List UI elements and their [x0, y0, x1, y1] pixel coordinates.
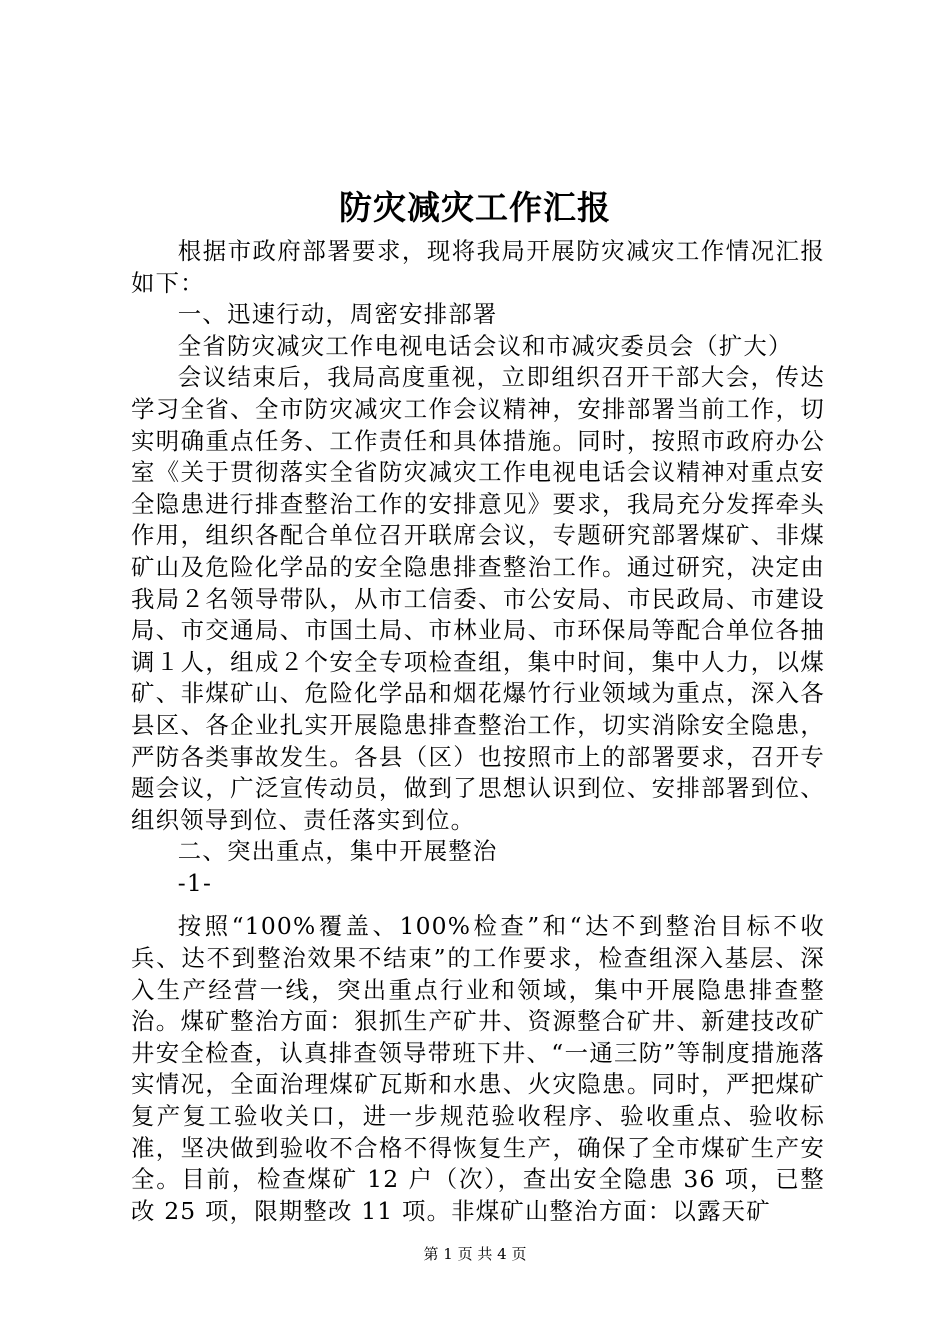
body-paragraph-2: 按照“100%覆盖、100%检查”和“达不到整治目标不收兵、达不到整治效果不结束”的工作要求，检查组深入基层、深入生产经营一线，突出重点行业和领域，集中开展隐患排查整治。煤矿整治方面：狠抓生产矿井、资源整合矿井、新建技改矿井安全检查，认真排查领导带班下井、“一通三防”等制度措施落实情况，全面治理煤矿瓦斯和水患、火灾隐患。同时，严把煤矿复产复工验收关口，进一步规范验收程序、验收重点、验收标准，坚决做到验收不合格不得恢复生产，确保了全市煤矿生产安全。目前，检查煤矿 12 户（次），查出安全隐患 36 项，已整改 25 项，限期整改 11 项。非煤矿山整治方面：以露天矿 [131, 912, 825, 1225]
section-heading-2: 二、突出重点，集中开展整治 [177, 837, 498, 866]
page-footer: 第 1 页 共 4 页 [423, 1245, 527, 1263]
body-paragraph-1: 会议结束后，我局高度重视，立即组织召开干部大会，传达学习全省、全市防灾减灾工作会议精神，安排部署当前工作，切实明确重点任务、工作责任和具体措施。同时，按照市政府办公室《关于贯彻落实全省防灾减灾工作电视电话会议精神对重点安全隐患进行排查整治工作的安排意见》要求，我局充分发挥牵头作用，组织各配合单位召开联席会议，专题研究部署煤矿、非煤矿山及危险化学品的安全隐患排查整治工作。通过研究，决定由我局２名领导带队，从市工信委、市公安局、市民政局、市建设局、市交通局、市国土局、市林业局、市环保局等配合单位各抽调１人，组成２个安全专项检查组，集中时间，集中人力，以煤矿、非煤矿山、危险化学品和烟花爆竹行业领域为重点，深入各县区、各企业扎实开展隐患排查整治工作，切实消除安全隐患，严防各类事故发生。各县（区）也按照市上的部署要求，召开专题会议，广泛宣传动员，做到了思想认识到位、安排部署到位、组织领导到位、责任落实到位。 [131, 363, 825, 834]
meeting-line: 全省防灾减灾工作电视电话会议和市减灾委员会（扩大） [177, 331, 793, 360]
intro-paragraph: 根据市政府部署要求，现将我局开展防灾减灾工作情况汇报如下： [131, 237, 825, 297]
document-title: 防灾减灾工作汇报 [339, 188, 611, 227]
inline-page-number: -1- [177, 868, 213, 897]
section-heading-1: 一、迅速行动，周密安排部署 [177, 300, 498, 329]
document-body [131, 236, 825, 1227]
